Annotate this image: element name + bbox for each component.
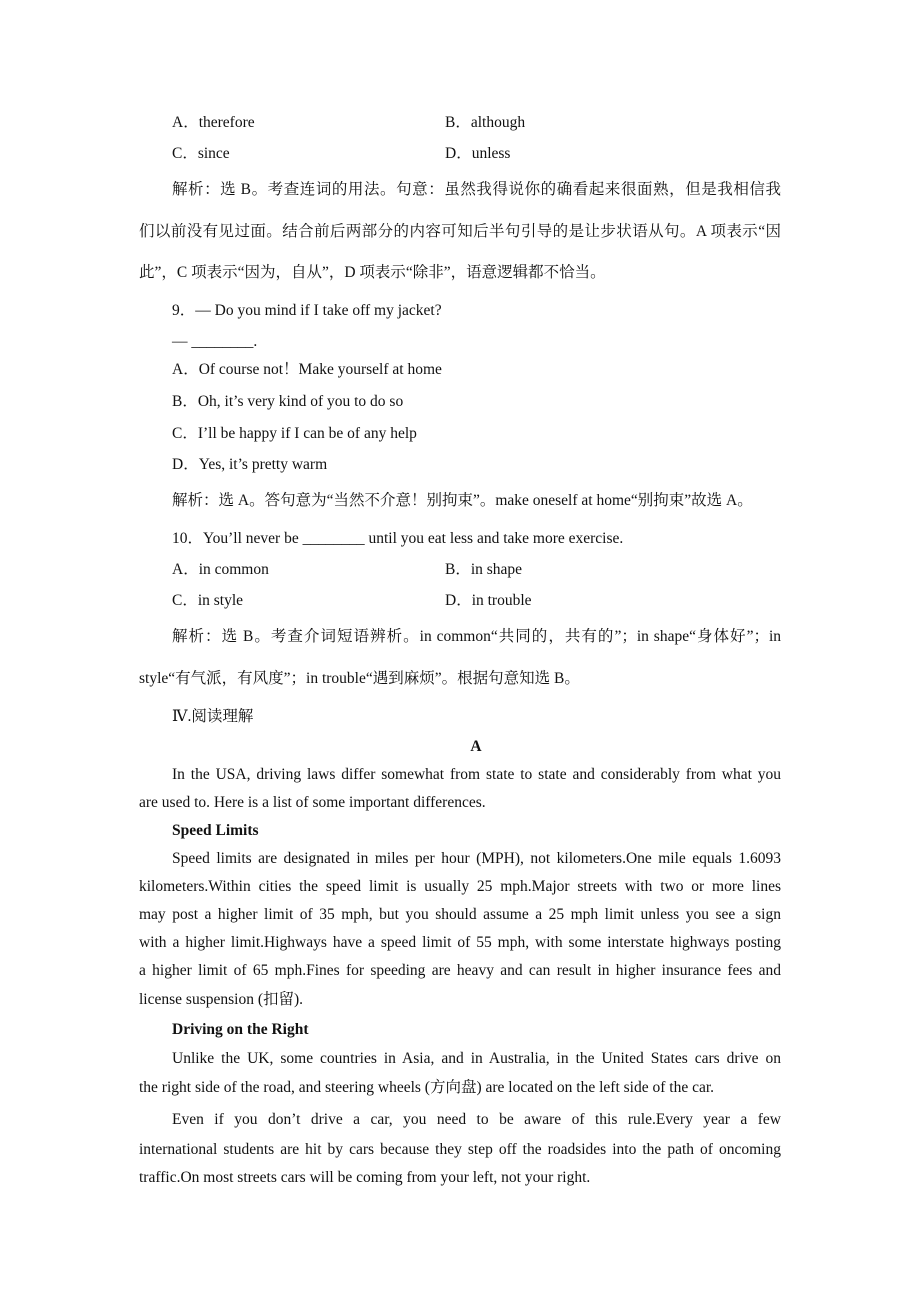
q9-option: B．Oh, it’s very kind of you to do so: [172, 393, 404, 410]
q8-option-a: A．therefore: [172, 114, 255, 131]
speed-line: Speed limits are designated in miles per hour (MPH), not kilometers.One mile equals 1.6093: [172, 850, 781, 867]
driving-right-heading: Driving on the Right: [172, 1021, 309, 1038]
q10-analysis-line: 解析：选 B。考查介词短语辨析。in common“共同的，共有的”；in shape“身体好”；in: [172, 628, 781, 645]
q10-question: 10．You’ll never be ________ until you eat less and take more exercise.: [172, 530, 624, 547]
q10-option-a: A．in common: [172, 561, 269, 578]
q8-option-d: D．unless: [445, 145, 511, 162]
speed-line: license suspension (扣留).: [139, 991, 304, 1008]
speed-line: kilometers.Within cities the speed limit is usually 25 mph.Major streets with two or more lines: [139, 878, 781, 895]
section-title: Ⅳ.阅读理解: [172, 708, 254, 725]
q10-option-d: D．in trouble: [445, 592, 532, 609]
q8-analysis-line: 此”，C 项表示“因为，自从”，D 项表示“除非”，语意逻辑都不恰当。: [139, 264, 606, 281]
q9-option: D．Yes, it’s pretty warm: [172, 456, 328, 473]
q10-analysis-line: style“有气派，有风度”；in trouble“遇到麻烦”。根据句意知选 B。: [139, 670, 580, 687]
intro-line: In the USA, driving laws differ somewhat from state to state and considerably from what you: [172, 766, 781, 783]
q8-analysis-line: 解析：选 B。考查连词的用法。句意：虽然我得说你的确看起来很面熟，但是我相信我: [172, 181, 781, 198]
q10-option-b: B．in shape: [445, 561, 523, 578]
q9-question: 9．— Do you mind if I take off my jacket?: [172, 302, 442, 319]
right-p1-line: Unlike the UK, some countries in Asia, and in Australia, in the United States cars drive on: [172, 1050, 781, 1067]
q9-option: A．Of course not！Make yourself at home: [172, 361, 442, 378]
q9-analysis: 解析：选 A。答句意为“当然不介意！别拘束”。make oneself at home“别拘束”故选 A。: [172, 492, 753, 509]
q8-analysis-line: 们以前没有见过面。结合前后两部分的内容可知后半句引导的是让步状语从句。A 项表示“因: [139, 223, 781, 240]
q9-answer-blank: — ________.: [172, 333, 258, 350]
speed-limits-heading: Speed Limits: [172, 822, 259, 839]
q8-option-b: B．although: [445, 114, 526, 131]
passage-label: A: [470, 738, 482, 755]
speed-line: a higher limit of 65 mph.Fines for speeding are heavy and can result in higher insurance fees and: [139, 962, 781, 979]
right-p2-line: traffic.On most streets cars will be coming from your left, not your right.: [139, 1169, 591, 1186]
q10-option-c: C．in style: [172, 592, 244, 609]
speed-line: with a higher limit.Highways have a speed limit of 55 mph, with some interstate highways posting: [139, 934, 781, 951]
right-p2-line: Even if you don’t drive a car, you need to be aware of this rule.Every year a few: [172, 1111, 781, 1128]
intro-line: are used to. Here is a list of some important differences.: [139, 794, 486, 811]
q9-option: C．I’ll be happy if I can be of any help: [172, 425, 417, 442]
speed-line: may post a higher limit of 35 mph, but you should assume a 25 mph limit unless you see a sign: [139, 906, 781, 923]
right-p1-line: the right side of the road, and steering wheels (方向盘) are located on the left side of the car.: [139, 1079, 715, 1096]
q8-option-c: C．since: [172, 145, 230, 162]
right-p2-line: international students are hit by cars because they step off the roadsides into the path of oncoming: [139, 1141, 781, 1158]
